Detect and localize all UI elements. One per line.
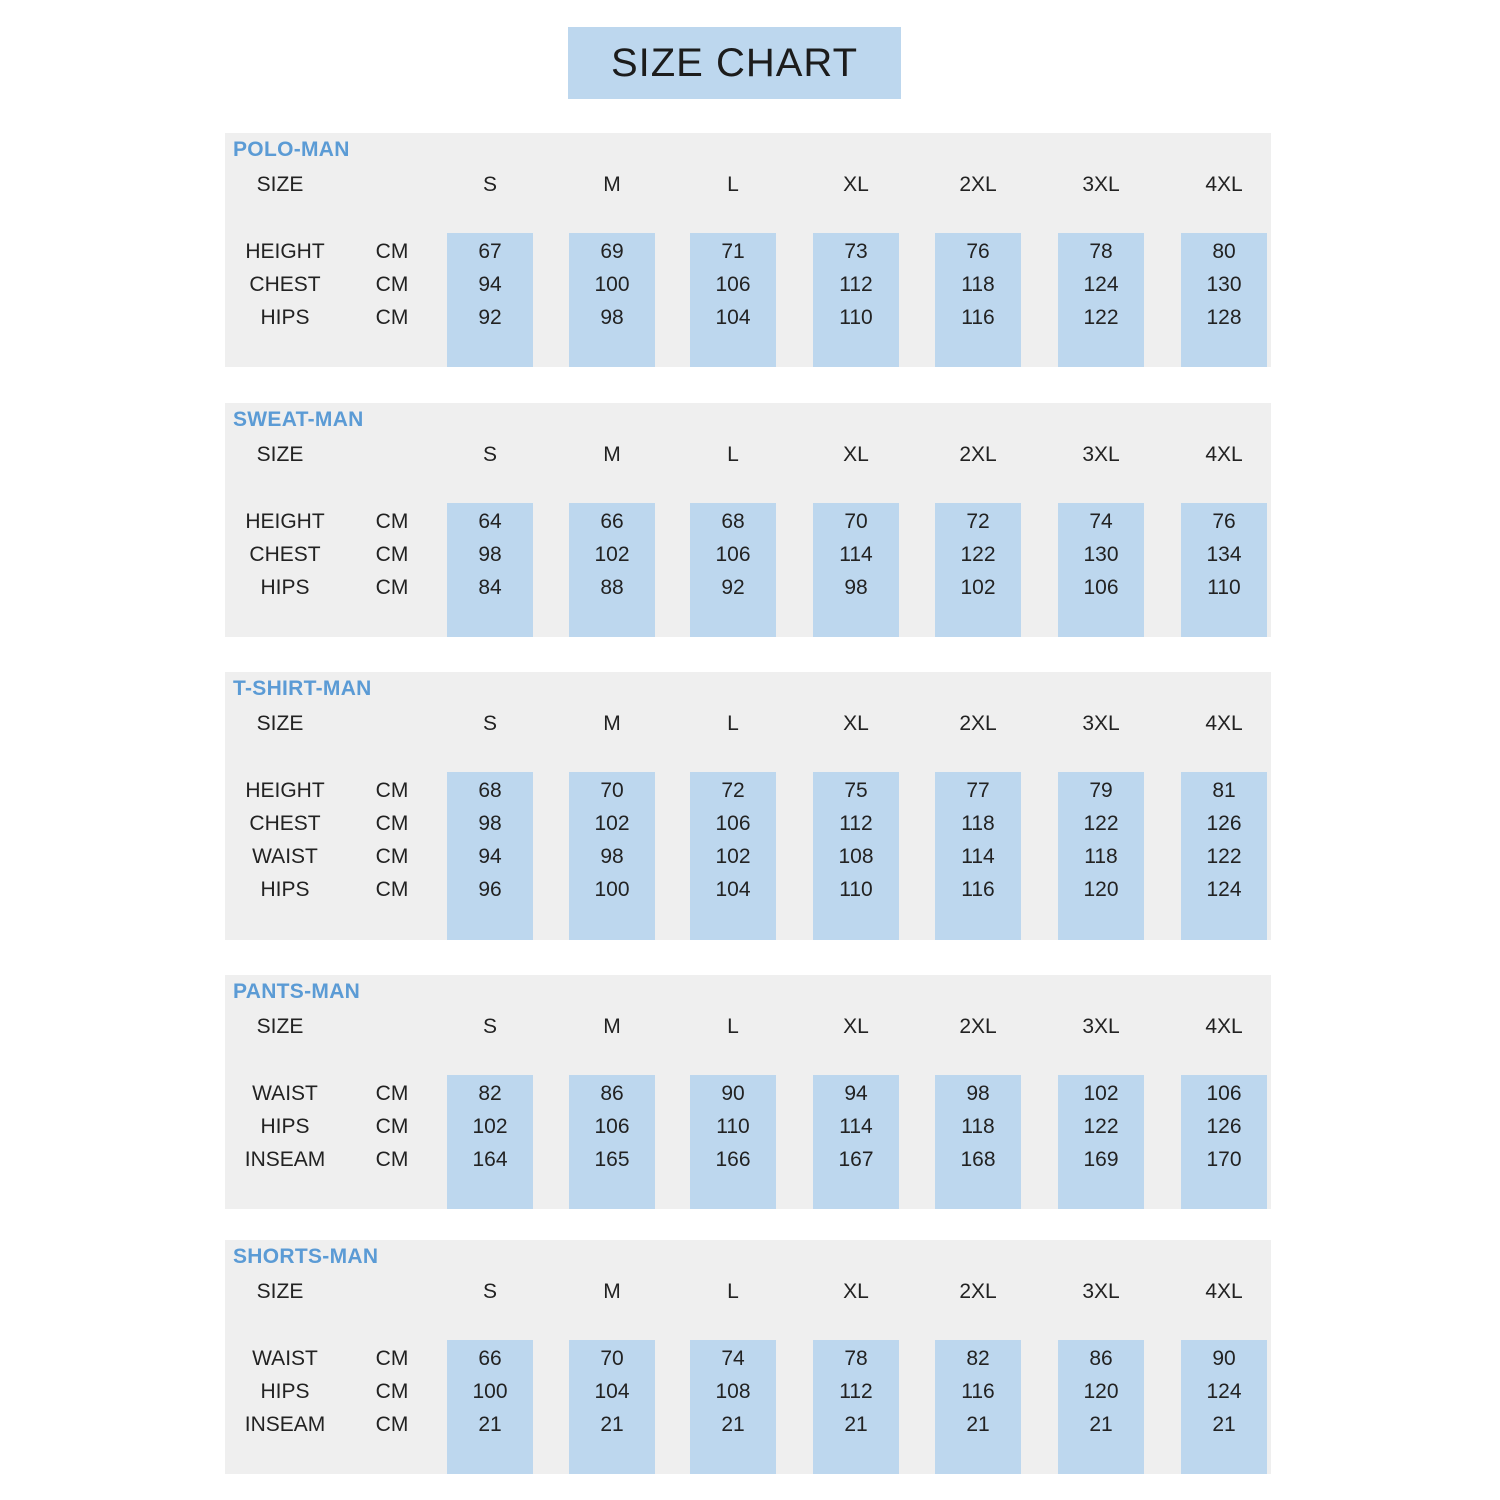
row-unit: CM: [375, 1082, 409, 1105]
cell-value: 21: [600, 1413, 624, 1436]
cell-value: 116: [961, 1380, 995, 1403]
size-header-2xl: 2XL: [959, 712, 997, 735]
cell-value: 21: [1089, 1413, 1113, 1436]
cell-value: 126: [1206, 1115, 1242, 1138]
section-t-shirt-man: [225, 672, 1271, 940]
cell-value: 94: [844, 1082, 868, 1105]
cell-value: 70: [844, 510, 868, 533]
cell-value: 106: [715, 543, 751, 566]
size-row-label: SIZE: [256, 1015, 304, 1038]
size-header-4xl: 4XL: [1205, 173, 1243, 196]
row-unit: CM: [375, 273, 409, 296]
cell-value: 116: [961, 306, 995, 329]
size-header-3xl: 3XL: [1082, 1015, 1120, 1038]
size-header-l: L: [727, 1015, 739, 1038]
size-chart-title-text: SIZE CHART: [610, 40, 859, 85]
size-header-m: M: [603, 1280, 621, 1303]
cell-value: 76: [1212, 510, 1236, 533]
row-label-hips: HIPS: [260, 306, 310, 329]
size-chart-title: [568, 27, 901, 99]
cell-value: 102: [1083, 1082, 1119, 1105]
cell-value: 86: [600, 1082, 624, 1105]
cell-value: 80: [1212, 240, 1236, 263]
cell-value: 72: [721, 779, 745, 802]
cell-value: 100: [594, 273, 630, 296]
cell-value: 104: [715, 878, 751, 901]
cell-value: 79: [1089, 779, 1113, 802]
cell-value: 70: [600, 1347, 624, 1370]
cell-value: 92: [721, 576, 745, 599]
cell-value: 100: [594, 878, 630, 901]
cell-value: 66: [478, 1347, 502, 1370]
row-label-waist: WAIST: [252, 1347, 318, 1370]
cell-value: 108: [715, 1380, 751, 1403]
size-header-xl: XL: [843, 1280, 869, 1303]
row-label-hips: HIPS: [260, 1380, 310, 1403]
cell-value: 124: [1206, 1380, 1242, 1403]
size-header-3xl: 3XL: [1082, 712, 1120, 735]
row-unit: CM: [375, 240, 409, 263]
row-label-waist: WAIST: [252, 1082, 318, 1105]
cell-value: 98: [600, 845, 624, 868]
cell-value: 110: [839, 878, 873, 901]
cell-value: 98: [844, 576, 868, 599]
section-title: POLO-MAN: [233, 138, 350, 161]
cell-value: 94: [478, 273, 502, 296]
size-header-m: M: [603, 443, 621, 466]
cell-value: 21: [721, 1413, 745, 1436]
section-shorts-man: [225, 1240, 1271, 1474]
cell-value: 84: [478, 576, 502, 599]
cell-value: 21: [966, 1413, 990, 1436]
row-label-waist: WAIST: [252, 845, 318, 868]
cell-value: 110: [839, 306, 873, 329]
cell-value: 126: [1206, 812, 1242, 835]
size-header-4xl: 4XL: [1205, 712, 1243, 735]
cell-value: 108: [838, 845, 874, 868]
section-sweat-man: [225, 403, 1271, 637]
row-label-height: HEIGHT: [245, 779, 325, 802]
size-header-m: M: [603, 1015, 621, 1038]
size-header-s: S: [482, 443, 497, 466]
cell-value: 118: [961, 812, 995, 835]
row-unit: CM: [375, 1413, 409, 1436]
size-header-xl: XL: [843, 173, 869, 196]
cell-value: 166: [715, 1148, 751, 1171]
size-header-2xl: 2XL: [959, 1280, 997, 1303]
cell-value: 98: [478, 543, 502, 566]
size-header-4xl: 4XL: [1205, 1280, 1243, 1303]
cell-value: 114: [839, 1115, 873, 1138]
cell-value: 130: [1206, 273, 1242, 296]
cell-value: 73: [844, 240, 868, 263]
cell-value: 21: [1212, 1413, 1236, 1436]
cell-value: 76: [966, 240, 990, 263]
cell-value: 67: [478, 240, 502, 263]
cell-value: 21: [478, 1413, 502, 1436]
row-label-inseam: INSEAM: [244, 1148, 326, 1171]
cell-value: 130: [1083, 543, 1119, 566]
cell-value: 82: [478, 1082, 502, 1105]
size-header-s: S: [482, 712, 497, 735]
cell-value: 134: [1206, 543, 1242, 566]
cell-value: 106: [594, 1115, 630, 1138]
row-label-hips: HIPS: [260, 878, 310, 901]
size-header-xl: XL: [843, 1015, 869, 1038]
cell-value: 167: [838, 1148, 874, 1171]
cell-value: 165: [594, 1148, 630, 1171]
size-row-label: SIZE: [256, 173, 304, 196]
row-unit: CM: [375, 1347, 409, 1370]
cell-value: 164: [472, 1148, 508, 1171]
cell-value: 118: [1084, 845, 1118, 868]
size-header-s: S: [482, 1280, 497, 1303]
cell-value: 122: [1083, 1115, 1119, 1138]
cell-value: 102: [715, 845, 751, 868]
section-title: SHORTS-MAN: [233, 1245, 379, 1268]
size-row-label: SIZE: [256, 1280, 304, 1303]
cell-value: 74: [721, 1347, 745, 1370]
cell-value: 120: [1083, 1380, 1119, 1403]
cell-value: 120: [1083, 878, 1119, 901]
cell-value: 72: [966, 510, 990, 533]
size-row-label: SIZE: [256, 712, 304, 735]
row-unit: CM: [375, 845, 409, 868]
cell-value: 82: [966, 1347, 990, 1370]
cell-value: 90: [721, 1082, 745, 1105]
section-title: PANTS-MAN: [233, 980, 361, 1003]
row-unit: CM: [375, 878, 409, 901]
size-header-s: S: [482, 173, 497, 196]
row-label-height: HEIGHT: [245, 240, 325, 263]
cell-value: 102: [594, 543, 630, 566]
section-title: T-SHIRT-MAN: [233, 677, 372, 700]
size-header-m: M: [603, 173, 621, 196]
cell-value: 75: [844, 779, 868, 802]
size-header-l: L: [727, 173, 739, 196]
cell-value: 100: [472, 1380, 508, 1403]
row-unit: CM: [375, 812, 409, 835]
cell-value: 168: [960, 1148, 996, 1171]
row-unit: CM: [375, 306, 409, 329]
cell-value: 170: [1206, 1148, 1242, 1171]
cell-value: 102: [472, 1115, 508, 1138]
cell-value: 94: [478, 845, 502, 868]
row-unit: CM: [375, 1380, 409, 1403]
cell-value: 118: [961, 273, 995, 296]
size-header-3xl: 3XL: [1082, 173, 1120, 196]
cell-value: 78: [1089, 240, 1113, 263]
size-header-m: M: [603, 712, 621, 735]
row-unit: CM: [375, 779, 409, 802]
cell-value: 81: [1212, 779, 1236, 802]
cell-value: 106: [715, 273, 751, 296]
cell-value: 98: [966, 1082, 990, 1105]
cell-value: 116: [961, 878, 995, 901]
size-header-2xl: 2XL: [959, 173, 997, 196]
cell-value: 122: [1206, 845, 1242, 868]
size-row-label: SIZE: [256, 443, 304, 466]
size-header-3xl: 3XL: [1082, 1280, 1120, 1303]
row-unit: CM: [375, 543, 409, 566]
section-title: SWEAT-MAN: [233, 408, 364, 431]
cell-value: 104: [594, 1380, 630, 1403]
cell-value: 124: [1206, 878, 1242, 901]
size-header-2xl: 2XL: [959, 443, 997, 466]
cell-value: 122: [1083, 812, 1119, 835]
row-label-hips: HIPS: [260, 576, 310, 599]
cell-value: 78: [844, 1347, 868, 1370]
cell-value: 21: [844, 1413, 868, 1436]
cell-value: 68: [478, 779, 502, 802]
cell-value: 128: [1206, 306, 1242, 329]
cell-value: 112: [839, 1380, 873, 1403]
cell-value: 118: [961, 1115, 995, 1138]
cell-value: 90: [1212, 1347, 1236, 1370]
cell-value: 114: [961, 845, 995, 868]
row-label-inseam: INSEAM: [244, 1413, 326, 1436]
cell-value: 68: [721, 510, 745, 533]
size-header-3xl: 3XL: [1082, 443, 1120, 466]
size-header-xl: XL: [843, 443, 869, 466]
size-header-l: L: [727, 712, 739, 735]
cell-value: 102: [960, 576, 996, 599]
cell-value: 88: [600, 576, 624, 599]
cell-value: 106: [1206, 1082, 1242, 1105]
cell-value: 86: [1089, 1347, 1113, 1370]
section-pants-man: [225, 975, 1271, 1209]
row-label-chest: CHEST: [249, 543, 321, 566]
cell-value: 169: [1083, 1148, 1119, 1171]
row-unit: CM: [375, 510, 409, 533]
size-header-s: S: [482, 1015, 497, 1038]
cell-value: 110: [716, 1115, 750, 1138]
size-header-xl: XL: [843, 712, 869, 735]
cell-value: 110: [1207, 576, 1241, 599]
size-header-4xl: 4XL: [1205, 443, 1243, 466]
cell-value: 71: [721, 240, 745, 263]
size-header-l: L: [727, 443, 739, 466]
row-unit: CM: [375, 1148, 409, 1171]
cell-value: 106: [715, 812, 751, 835]
cell-value: 124: [1083, 273, 1119, 296]
cell-value: 69: [600, 240, 624, 263]
cell-value: 70: [600, 779, 624, 802]
cell-value: 104: [715, 306, 751, 329]
row-label-chest: CHEST: [249, 812, 321, 835]
row-unit: CM: [375, 1115, 409, 1138]
cell-value: 96: [478, 878, 502, 901]
row-label-chest: CHEST: [249, 273, 321, 296]
cell-value: 98: [600, 306, 624, 329]
cell-value: 112: [839, 812, 873, 835]
cell-value: 122: [960, 543, 996, 566]
cell-value: 74: [1089, 510, 1113, 533]
cell-value: 114: [839, 543, 873, 566]
cell-value: 102: [594, 812, 630, 835]
row-label-height: HEIGHT: [245, 510, 325, 533]
size-header-l: L: [727, 1280, 739, 1303]
cell-value: 64: [478, 510, 502, 533]
section-polo-man: [225, 133, 1271, 367]
cell-value: 98: [478, 812, 502, 835]
row-unit: CM: [375, 576, 409, 599]
row-label-hips: HIPS: [260, 1115, 310, 1138]
size-header-2xl: 2XL: [959, 1015, 997, 1038]
size-header-4xl: 4XL: [1205, 1015, 1243, 1038]
cell-value: 92: [478, 306, 502, 329]
cell-value: 106: [1083, 576, 1119, 599]
cell-value: 77: [966, 779, 990, 802]
cell-value: 122: [1083, 306, 1119, 329]
cell-value: 112: [839, 273, 873, 296]
cell-value: 66: [600, 510, 624, 533]
